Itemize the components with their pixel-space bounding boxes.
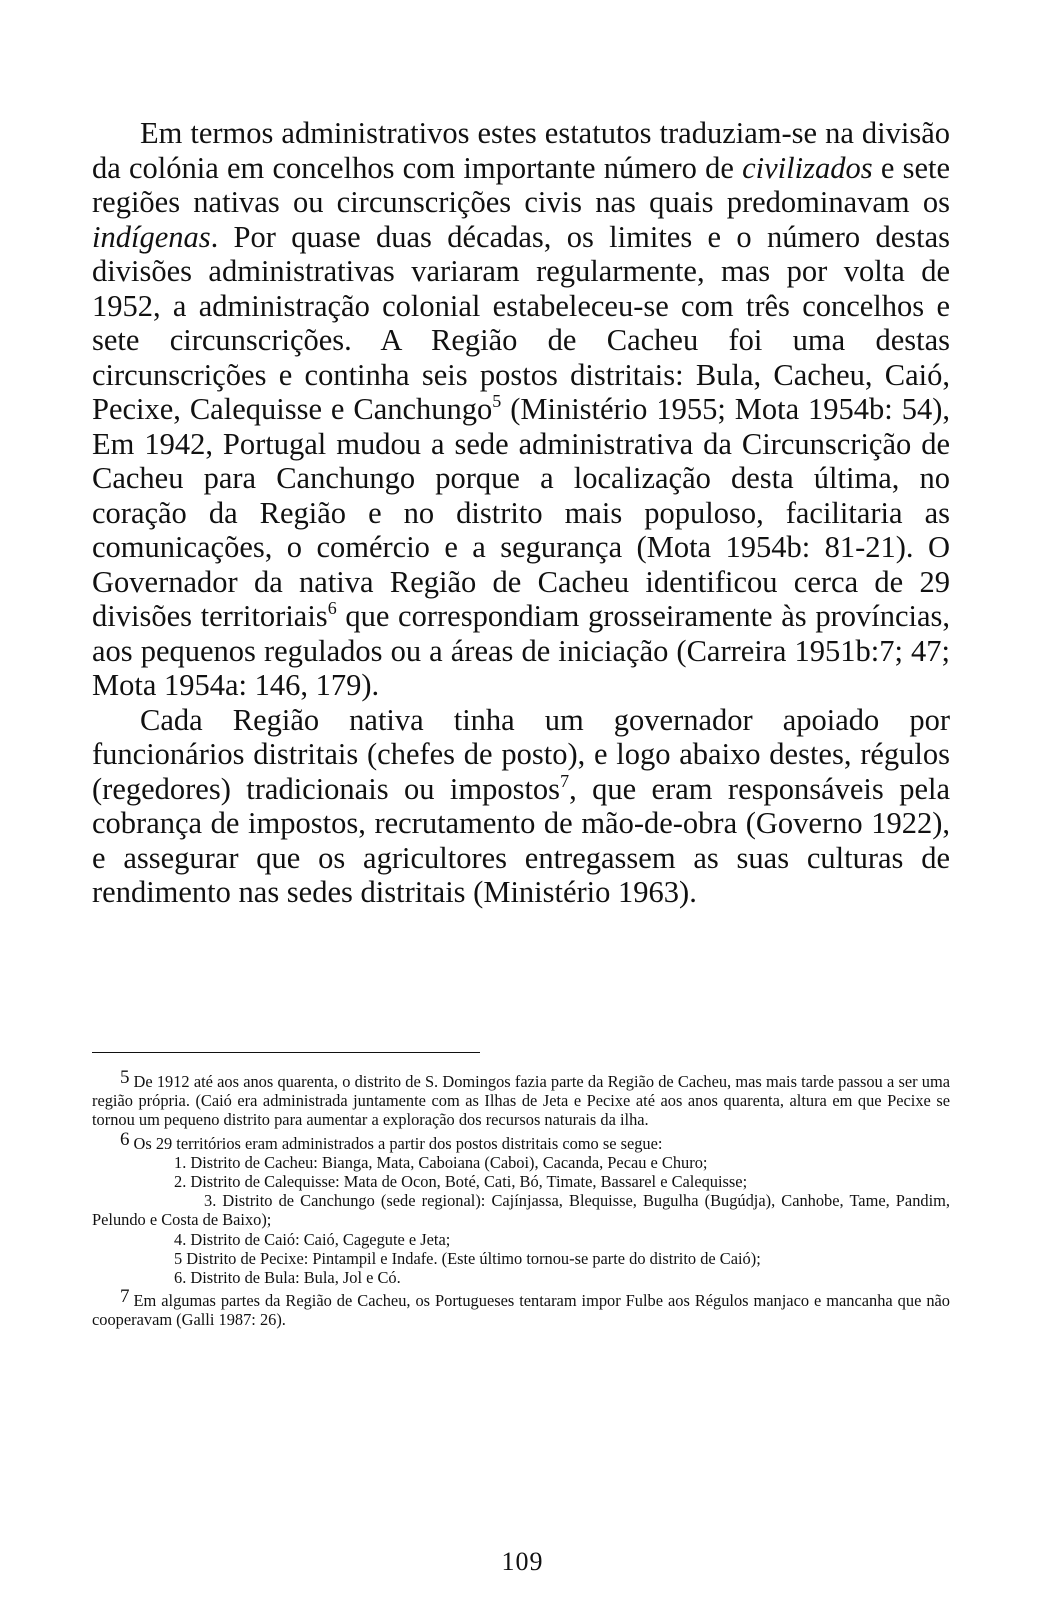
footnote-ref-6[interactable]: 6 <box>327 598 337 618</box>
text-run: , que eram responsáveis pela cobrança de impostos, recrutamento de mão-de-obra (Governo 1922), e assegurar que os agricultores entregassem as suas culturas de rendimento nas sedes distritais (Ministério 1963). <box>92 771 950 909</box>
main-text <box>92 116 950 910</box>
paragraph-2 <box>92 703 950 910</box>
paragraph-1 <box>92 116 950 703</box>
text-run: Em termos administrativos estes estatutos traduziam-se na divisão da colónia em concelhos com importante número de <box>92 116 950 185</box>
list-item: 4. Distrito de Caió: Caió, Cagegute e Jeta; <box>174 1229 451 1249</box>
footnote-text: Os 29 territórios eram administrados a partir dos postos distritais como se segue: <box>133 1133 663 1153</box>
text-run: e sete regiões nativas ou circunscrições civis nas quais predominavam os <box>92 150 950 219</box>
footnote-mark: 6 <box>120 1128 130 1150</box>
footnote-text: Em algumas partes da Região de Cacheu, os Portugueses tentaram impor Fulbe aos Régulos manjaco e mancanha que não cooperavam (Galli 1987: 26). <box>92 1291 950 1330</box>
list-item: 6. Distrito de Bula: Bula, Jol e Có. <box>174 1268 401 1288</box>
text-run: . Por quase duas décadas, os limites e o número destas divisões administrativas variaram regularmente, mas por volta de 1952, a administração colonial estabeleceu-se com três concelhos e sete circunscrições. A Região de Cacheu foi uma destas circunscrições e continha seis postos distritais: Bula, Cacheu, Caió, Pecixe, Calequisse e Canchungo <box>92 219 950 426</box>
footnote-text: De 1912 até aos anos quarenta, o distrito de S. Domingos fazia parte da Região de Cacheu, mas mais tarde passou a ser uma região própria. (Caió era administrada juntamente com as Ilhas de Jeta e Pecixe até aos anos quarenta, altura em que Pecixe se tornou um pequeno distrito para aumentar a exploração dos recursos naturais da ilha. <box>92 1072 950 1130</box>
footnote-ref-7[interactable]: 7 <box>560 770 570 791</box>
footnote-ref-5[interactable]: 5 <box>492 391 502 411</box>
footnotes <box>92 1068 950 1330</box>
text-run: (Ministério 1955; Mota 1954b: 54), Em 1942, Portugal mudou a sede administrativa da Circunscrição de Cacheu para Canchungo porque a localização desta última, no coração da Região e no distrito mais populoso, facilitaria as comunicações, o comércio e a segurança (Mota 1954b: 81-21). O Governador da nativa Região de Cacheu identificou cerca de 29 divisões territoriais <box>92 392 950 633</box>
footnote-mark: 5 <box>120 1067 130 1088</box>
list-item: 1. Distrito de Cacheu: Bianga, Mata, Caboiana (Caboi), Cacanda, Pecau e Churo; <box>174 1152 708 1172</box>
text-run: que correspondiam grosseiramente às províncias, aos pequenos regulados ou a áreas de iniciação (Carreira 1951b:7; 47; Mota 1954a: 146, 179). <box>92 599 951 702</box>
page-number: 109 <box>501 1547 544 1576</box>
list-item: 3. Distrito de Canchungo (sede regional): Cajínjassa, Blequisse, Bugulha (Bugúdja), Canhobe, Tame, Pandim, Pelundo e Costa de Baixo); <box>92 1191 950 1230</box>
text-run: Cada Região nativa tinha um governador apoiado por funcionários distritais (chefes de posto), e logo abaixo destes, régulos (regedores) tradicionais ou impostos <box>92 702 950 806</box>
footnote-6 <box>92 1130 950 1153</box>
footnote-5 <box>92 1068 950 1130</box>
italic-term: indígenas <box>92 219 211 254</box>
footnote-divider <box>92 1052 480 1053</box>
footnote-7 <box>92 1287 950 1329</box>
footnote-mark: 7 <box>120 1286 130 1308</box>
list-item: 2. Distrito de Calequisse: Mata de Ocon, Boté, Cati, Bó, Timate, Bassarel e Calequisse; <box>174 1172 748 1192</box>
list-item: 5 Distrito de Pecixe: Pintampil e Indafe. (Este último tornou-se parte do distrito de Caió); <box>174 1248 761 1268</box>
italic-term: civilizados <box>742 150 873 185</box>
